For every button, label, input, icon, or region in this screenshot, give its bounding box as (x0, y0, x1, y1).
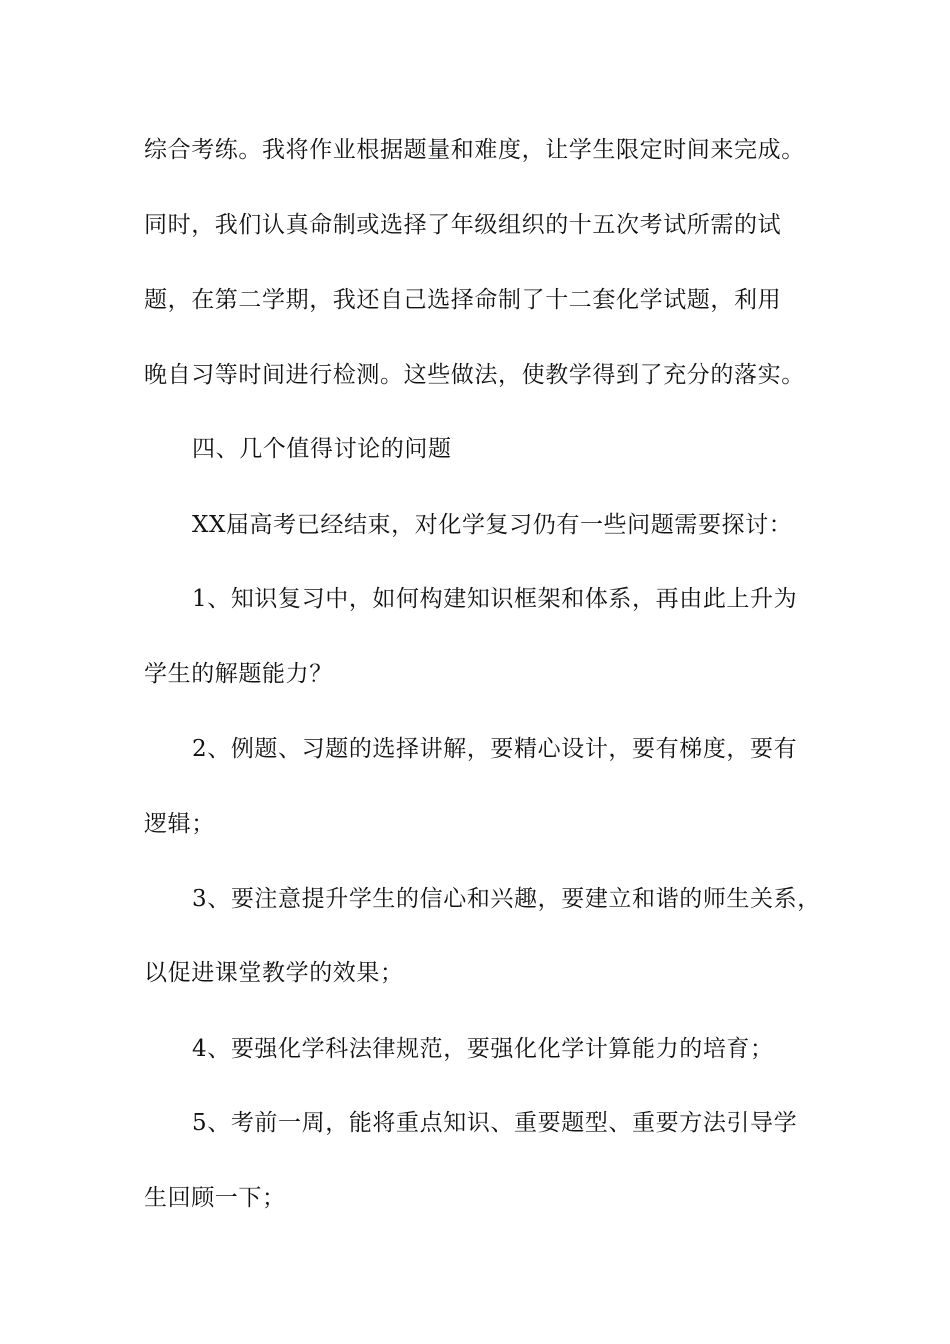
body-text-line: 题，在第二学期，我还自己选择命制了十二套化学试题，利用 (144, 287, 782, 313)
list-item-5: 5、考前一周，能将重点知识、重要题型、重要方法引导学 (192, 1110, 798, 1136)
section-heading: 四、几个值得讨论的问题 (192, 436, 452, 462)
body-text-line: 同时，我们认真命制或选择了年级组织的十五次考试所需的试 (144, 212, 782, 238)
list-item-2: 2、例题、习题的选择讲解，要精心设计，要有梯度，要有 (192, 736, 798, 762)
body-text-line: 综合考练。我将作业根据题量和难度，让学生限定时间来完成。 (144, 137, 805, 163)
list-item-1-continued: 学生的解题能力？ (144, 661, 333, 687)
list-item-3-continued: 以促进课堂教学的效果； (144, 960, 404, 986)
list-item-5-continued: 生回顾一下； (144, 1185, 286, 1211)
body-text-line: XX届高考已经结束，对化学复习仍有一些问题需要探讨： (192, 512, 793, 538)
body-text-line: 晚自习等时间进行检测。这些做法，使教学得到了充分的落实。 (144, 362, 805, 388)
list-item-2-continued: 逻辑； (144, 811, 215, 837)
list-item-4: 4、要强化学科法律规范，要强化化学计算能力的培育； (192, 1036, 774, 1062)
list-item-1: 1、知识复习中，如何构建知识框架和体系，再由此上升为 (192, 586, 798, 612)
list-item-3: 3、要注意提升学生的信心和兴趣，要建立和谐的师生关系， (192, 886, 821, 912)
